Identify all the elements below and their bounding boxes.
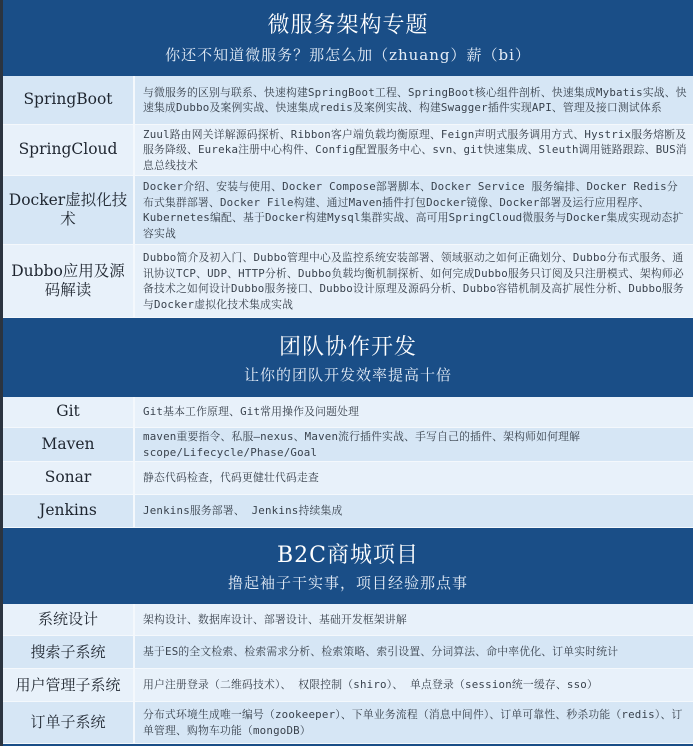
table-row-order-subsystem <box>3 702 693 744</box>
topic-name: Dubbo应用及源码解读 <box>3 245 135 317</box>
topic-description: Dubbo简介及初入门、Dubbo管理中心及监控系统安装部署、领域驱动之如何正确划分、Dubbo分布式服务、通讯协议TCP、UDP、HTTP分析、Dubbo负载均衡机制探析、如何完成Dubbo服务只订阅及只注册模式、架构师必备技术之如何设计Dubbo服务接口、Dubbo设计原理及源码分析、Dubbo容错机制及高扩展性分析、Dubbo服务与Docker虚拟化技术集成实战 <box>143 251 684 311</box>
topic-name: Maven <box>3 428 135 461</box>
table-row-git <box>3 397 693 428</box>
table-row-system-design <box>3 604 693 636</box>
topic-name: Jenkins <box>3 495 135 527</box>
table-row-sonar <box>3 462 693 495</box>
topic-description: maven重要指令、私服—nexus、Maven流行插件实战、手写自己的插件、架构师如何理解scope/Lifecycle/Phase/Goal <box>143 430 581 459</box>
course-outline-page <box>3 0 693 746</box>
topic-description: Docker介绍、安装与使用、Docker Compose部署脚本、Docker Service 服务编排、Docker Redis分布式集群部署、Docker File构建、通过Maven插件打包Docker镜像、Docker部署及运行应用程序、Kubernetes编配、基于Docker构建Mysql集群实战、高可用SpringCloud微服务与Docker集成实现动态扩容实战 <box>143 180 684 240</box>
table-row-springcloud <box>3 125 693 176</box>
topic-description: 分布式环境生成唯一编号（zookeeper）、下单业务流程（消息中间件）、订单可靠性、秒杀功能（redis）、订单管理、购物车功能（mongoDB） <box>143 708 683 737</box>
table-row-maven <box>3 428 693 462</box>
section-title: 团队协作开发 <box>278 335 417 360</box>
section-header-team-collaboration <box>3 318 693 397</box>
section-header-b2c-project <box>3 528 693 604</box>
topic-name: 用户管理子系统 <box>3 669 135 701</box>
section-subtitle: 让你的团队开发效率提高十倍 <box>243 366 452 384</box>
section-header-microservices <box>3 0 693 76</box>
table-row-docker <box>3 176 693 245</box>
topic-name: 订单子系统 <box>3 702 135 743</box>
table-row-search-subsystem <box>3 636 693 669</box>
topic-name: SpringCloud <box>3 125 135 175</box>
section-subtitle: 你还不知道微服务？那怎么加（zhuang）薪（bi） <box>165 46 531 64</box>
section-title: 微服务架构专题 <box>267 13 429 38</box>
section-subtitle: 撸起袖子干实事，项目经验那点事 <box>227 574 468 592</box>
topic-description: 用户注册登录（二维码技术）、 权限控制（shiro）、 单点登录（session统一缓存、sso） <box>143 678 599 692</box>
topic-description: 静态代码检查，代码更健壮代码走查 <box>143 471 319 485</box>
topic-description: Jenkins服务部署、 Jenkins持续集成 <box>143 504 343 518</box>
topic-name: Git <box>3 397 135 427</box>
topic-description: 架构设计、数据库设计、部署设计、基础开发框架讲解 <box>143 612 407 626</box>
table-row-springboot <box>3 76 693 125</box>
topic-name: 搜索子系统 <box>3 636 135 668</box>
topic-name: Docker虚拟化技术 <box>3 176 135 244</box>
topic-description: Git基本工作原理、Git常用操作及问题处理 <box>143 405 360 419</box>
table-row-user-management-subsystem <box>3 669 693 702</box>
table-row-jenkins <box>3 495 693 528</box>
section-title: B2C商城项目 <box>277 543 419 568</box>
topic-description: 与微服务的区别与联系、快速构建SpringBoot工程、SpringBoot核心组件剖析、快速集成Mybatis实战、快速集成Dubbo及案例实战、快速集成redis及案例实战、构建Swagger插件实现API、管理及接口测试体系 <box>143 85 687 114</box>
topic-description: Zuul路由网关详解源码探析、Ribbon客户端负载均衡原理、Feign声明式服务调用方式、Hystrix服务熔断及服务降级、Eureka注册中心构件、Config配置服务中心、svn、git快速集成、Sleuth调用链路跟踪、BUS消息总线技术 <box>143 127 687 172</box>
topic-description: 基于ES的全文检索、检索需求分析、检索策略、索引设置、分词算法、命中率优化、订单实时统计 <box>143 645 619 659</box>
topic-name: Sonar <box>3 462 135 494</box>
table-row-dubbo <box>3 245 693 318</box>
topic-name: 系统设计 <box>3 604 135 635</box>
topic-name: SpringBoot <box>3 76 135 124</box>
